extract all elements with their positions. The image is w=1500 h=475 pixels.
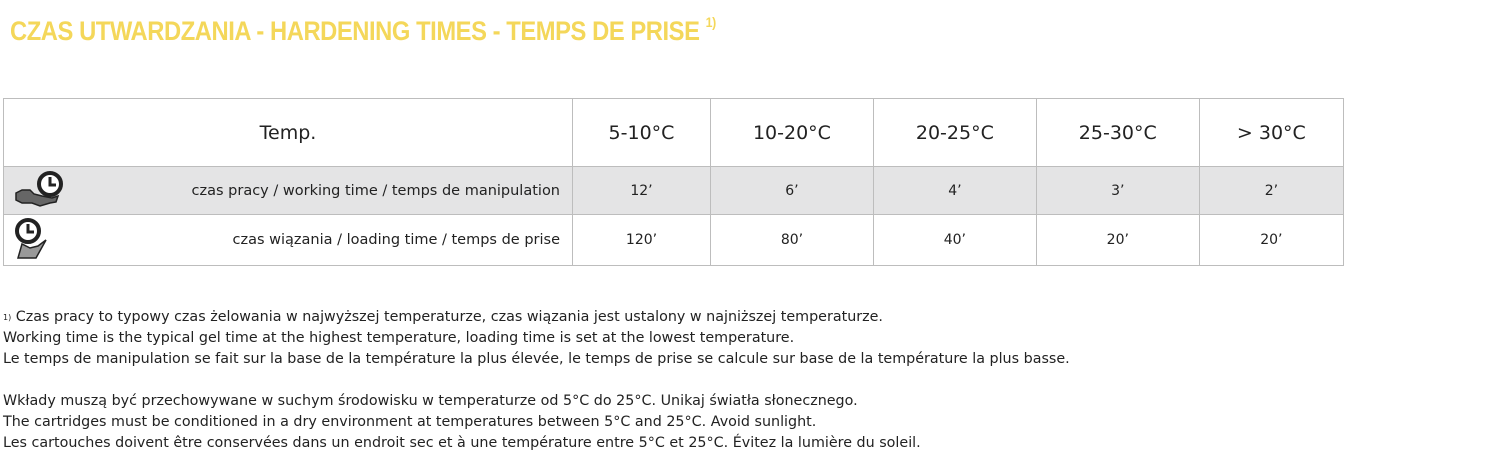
- note-line: The cartridges must be conditioned in a dry environment at temperatures between 5°C and 25°C. Avoid sunlight.: [3, 414, 817, 430]
- wrench-clock-icon: [12, 171, 64, 211]
- note-line: Le temps de manipulation se fait sur la base de la température la plus élevée, le temps de prise se calcule sur base de la température la plus basse.: [3, 351, 1070, 367]
- row-label: czas pracy / working time / temps de manipulation: [191, 182, 560, 199]
- header-temp: Temp.: [4, 99, 573, 167]
- header-cell: 5-10°C: [573, 99, 711, 167]
- footnote-mark: 1): [3, 313, 12, 322]
- value-cell: 3’: [1036, 167, 1199, 215]
- value-cell: 40’: [873, 215, 1036, 266]
- value-cell: 4’: [873, 167, 1036, 215]
- value-cell: 12’: [573, 167, 711, 215]
- title-footnote-mark: 1): [705, 14, 716, 30]
- table-row-working-time: [4, 167, 1344, 215]
- table-header-row: [4, 99, 1344, 167]
- header-cell: > 30°C: [1199, 99, 1343, 167]
- note-line: Wkłady muszą być przechowywane w suchym środowisku w temperaturze od 5°C do 25°C. Unikaj światła słonecznego.: [3, 393, 858, 409]
- header-cell: 25-30°C: [1036, 99, 1199, 167]
- value-cell: 80’: [710, 215, 873, 266]
- table-row-loading-time: [4, 215, 1344, 266]
- header-cell: 10-20°C: [710, 99, 873, 167]
- value-cell: 2’: [1199, 167, 1343, 215]
- title-text: CZAS UTWARDZANIA - HARDENING TIMES - TEMPS DE PRISE: [10, 16, 700, 46]
- row-label-cell: [4, 215, 573, 266]
- value-cell: 120’: [573, 215, 711, 266]
- footnote-gel-time: [3, 307, 1070, 370]
- value-cell: 20’: [1036, 215, 1199, 266]
- note-line: Les cartouches doivent être conservées dans un endroit sec et à une température entre 5°C et 25°C. Évitez la lumière du soleil.: [3, 435, 921, 451]
- storage-note: [3, 391, 1070, 454]
- page-title: [10, 16, 716, 47]
- hardening-times-table: [3, 98, 1344, 266]
- header-cell: 20-25°C: [873, 99, 1036, 167]
- note-line: Working time is the typical gel time at the highest temperature, loading time is set at the lowest temperature.: [3, 330, 795, 346]
- footnotes: [3, 307, 1070, 475]
- row-label-cell: [4, 167, 573, 215]
- row-label: czas wiązania / loading time / temps de prise: [232, 232, 560, 248]
- value-cell: 6’: [710, 167, 873, 215]
- value-cell: 20’: [1199, 215, 1343, 266]
- note-line: Czas pracy to typowy czas żelowania w najwyższej temperaturze, czas wiązania jest ustalony w najniższej temperaturze.: [15, 309, 883, 325]
- clock-check-icon: [12, 216, 52, 264]
